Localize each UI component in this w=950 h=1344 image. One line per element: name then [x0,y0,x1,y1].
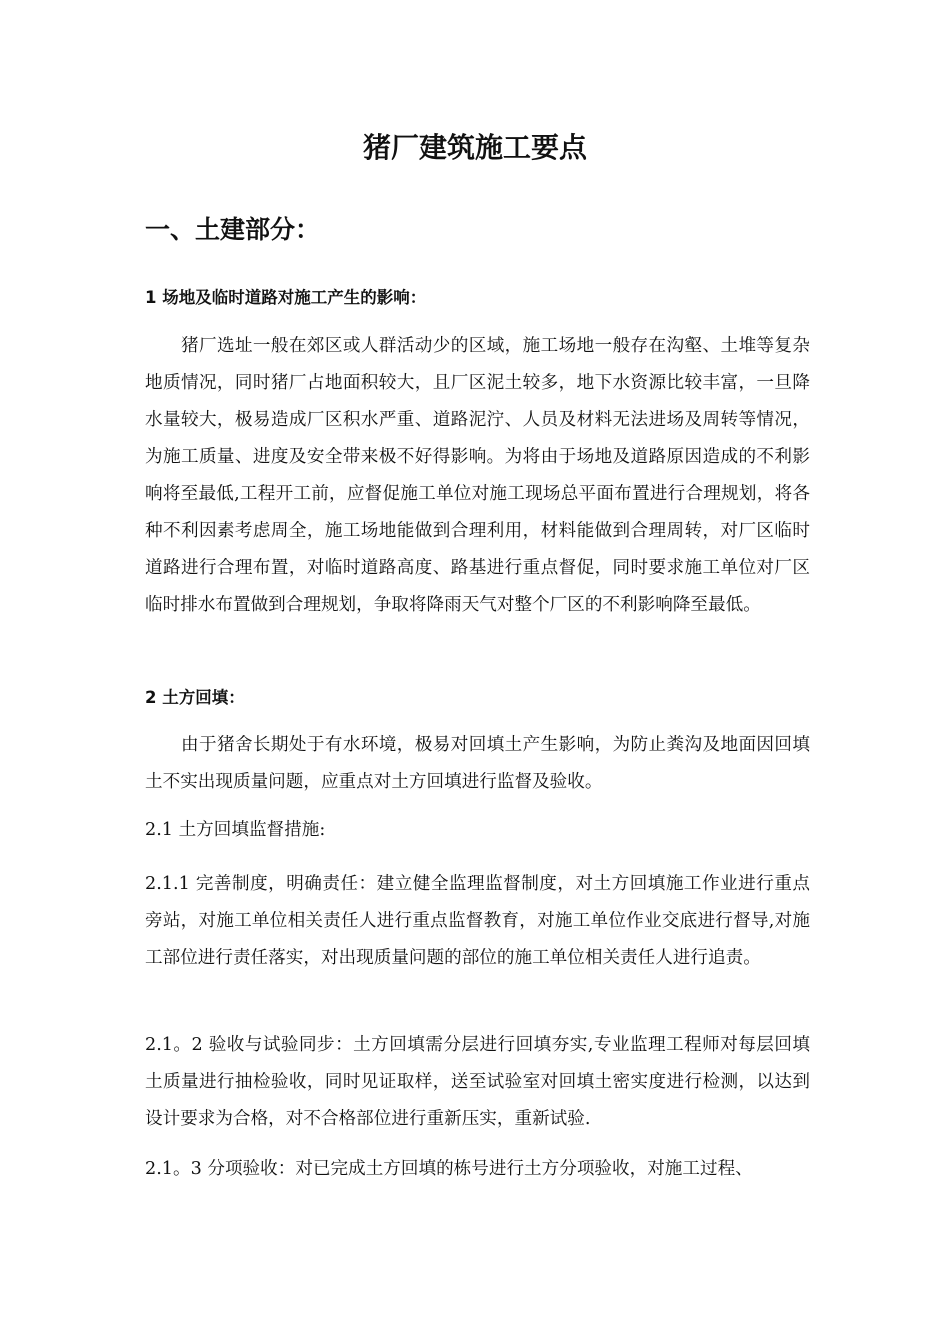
paragraph-sub-item-acceptance: 2.1。3 分项验收：对已完成土方回填的栋号进行土方分项验收，对施工过程、 [145,1159,753,1179]
paragraph-inspection-testing: 2.1。2 验收与试验同步：土方回填需分层进行回填夯实,专业监理工程师对每层回填土质量进行抽检验收，同时见证取样，送至试验室对回填土密实度进行检测，以达到设计要求为合格，对不合格部位进行重新压实，重新试验. [145,1035,810,1129]
section-heading-civil-works: 一、土建部分： [145,215,321,244]
document-title: 猪厂建筑施工要点 [362,131,587,164]
paragraph-responsibility: 2.1.1 完善制度，明确责任：建立健全监理监督制度，对土方回填施工作业进行重点旁站，对施工单位相关责任人进行重点监督教育，对施工单位作业交底进行督导,对施工部位进行责任落实，对出现质量问题的部位的施工单位相关责任人进行追责。 [145,874,810,968]
paragraph-backfill: 由于猪舍长期处于有水环境，极易对回填土产生影响，为防止粪沟及地面因回填土不实出现质量问题，应重点对土方回填进行监督及验收。 [145,735,810,792]
subheading-backfill-measures: 2.1 土方回填监督措施: [145,820,326,840]
paragraph-site-and-roads: 猪厂选址一般在郊区或人群活动少的区域，施工场地一般存在沟壑、土堆等复杂地质情况，同时猪厂占地面积较大，且厂区泥土较多，地下水资源比较丰富，一旦降水量较大，极易造成厂区积水严重、道路泥泞、人员及材料无法进场及周转等情况，为施工质量、进度及安全带来极不好得影响。为将由于场地及道路原因造成的不利影响将至最低,工程开工前，应督促施工单位对施工现场总平面布置进行合理规划，将各种不利因素考虑周全，施工场地能做到合理利用，材料能做到合理周转，对厂区临时道路进行合理布置，对临时道路高度、路基进行重点督促，同时要求施工单位对厂区临时排水布置做到合理规划，争取将降雨天气对整个厂区的不利影响降至最低。 [145,336,810,615]
item-heading-backfill: 2 土方回填： [145,688,245,707]
item-heading-site-and-roads: 1 场地及临时道路对施工产生的影响： [145,288,427,307]
